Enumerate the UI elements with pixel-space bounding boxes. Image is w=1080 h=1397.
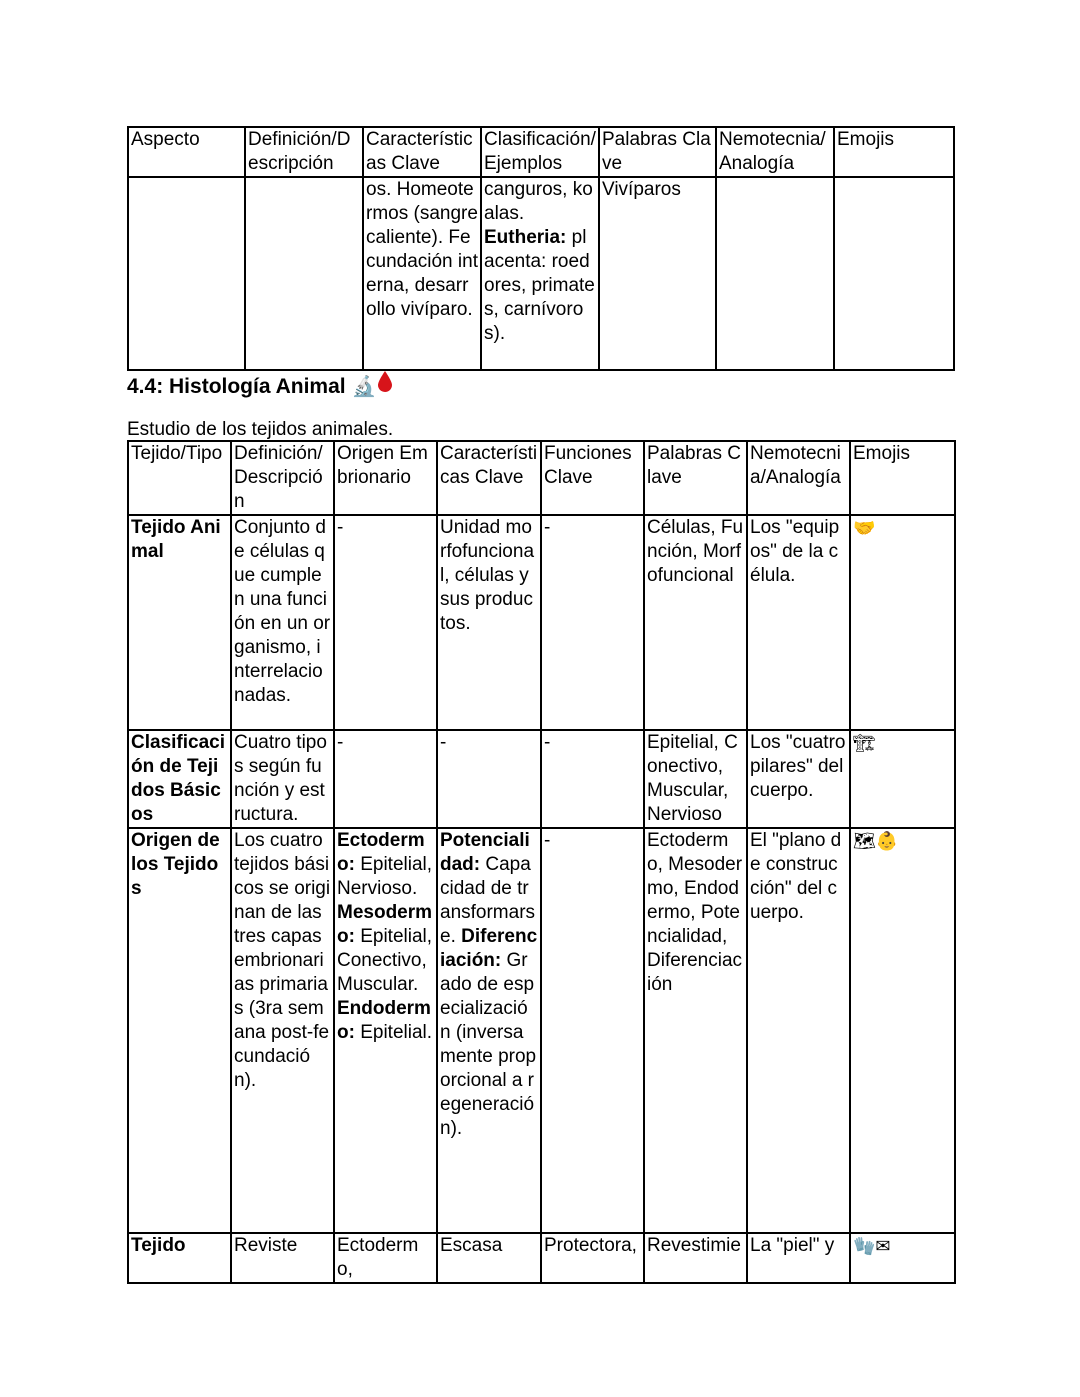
cell-origen: -	[334, 730, 437, 828]
cell-palabras-clave: Vivíparos	[599, 177, 716, 370]
construction-crane-icon: 🏗	[853, 733, 876, 753]
cell-clasificacion	[481, 177, 599, 370]
header-emojis: Emojis	[850, 441, 955, 515]
table-header-row	[128, 127, 954, 177]
cell-emojis	[850, 828, 955, 1233]
table-row	[128, 1233, 955, 1283]
clasificacion-label-eutheria: Eutheria:	[484, 227, 567, 248]
clasificacion-text-post: placenta: roedores, primates, carnívoros).	[484, 227, 595, 344]
header-tejido-tipo: Tejido/Tipo	[128, 441, 231, 515]
table-row	[128, 515, 955, 730]
cell-emojis	[850, 730, 955, 828]
section-title: 4.4: Histología Animal	[127, 375, 346, 398]
cell-emojis	[834, 177, 954, 370]
cell-nemotecnia: La "piel" y	[747, 1233, 850, 1283]
cell-tipo: Origen de los Tejidos	[128, 828, 231, 1233]
header-palabras-clave: Palabras Clave	[599, 127, 716, 177]
cell-origen	[334, 828, 437, 1233]
origen-label-ectodermo: Ectodermo:	[337, 830, 425, 875]
caracteristica-label-potencialidad: Potencialidad:	[440, 830, 530, 875]
cell-funciones: Protectora,	[541, 1233, 644, 1283]
cell-definicion	[245, 177, 363, 370]
cell-nemotecnia: El "plano de construcción" del cuerpo.	[747, 828, 850, 1233]
table-histologia-animal	[127, 440, 956, 1284]
origen-label-endodermo: Endodermo:	[337, 998, 431, 1043]
cell-emojis	[850, 515, 955, 730]
envelope-icon: ✉	[875, 1236, 891, 1256]
cell-nemotecnia: Los "cuatro pilares" del cuerpo.	[747, 730, 850, 828]
cell-definicion: Los cuatro tejidos básicos se originan de las tres capas embrionarias primarias (3ra semana post-fecundación).	[231, 828, 334, 1233]
header-definicion: Definición/Descripción	[231, 441, 334, 515]
gloves-icon: 🧤	[853, 1236, 876, 1256]
caracteristica-text-diferenciacion: Grado de especialización (inversamente proporcional a regeneración).	[440, 950, 537, 1139]
header-definicion: Definición/Descripción	[245, 127, 363, 177]
cell-tipo: Tejido Animal	[128, 515, 231, 730]
table-row	[128, 828, 955, 1233]
cell-caracteristicas: -	[437, 730, 541, 828]
header-nemotecnia: Nemotecnia/Analogía	[716, 127, 834, 177]
origen-text-mesodermo: Epitelial, Conectivo, Muscular.	[337, 926, 433, 995]
cell-funciones: -	[541, 828, 644, 1233]
header-aspecto: Aspecto	[128, 127, 245, 177]
cell-caracteristicas: Escasa	[437, 1233, 541, 1283]
header-caracteristicas: Características Clave	[363, 127, 481, 177]
header-nemotecnia: Nemotecnia/Analogía	[747, 441, 850, 515]
caracteristica-text-potencialidad: Capacidad de transformarse.	[440, 854, 536, 947]
table-row	[128, 177, 954, 370]
table-header-row	[128, 441, 955, 515]
cell-caracteristicas: os. Homeotermos (sangre caliente). Fecundación interna, desarrollo vivíparo.	[363, 177, 481, 370]
cell-origen: Ectodermo,	[334, 1233, 437, 1283]
header-palabras-clave: Palabras Clave	[644, 441, 747, 515]
cell-funciones: -	[541, 515, 644, 730]
cell-caracteristicas: Unidad morfofuncional, células y sus productos.	[437, 515, 541, 730]
cell-definicion: Cuatro tipos según función y estructura.	[231, 730, 334, 828]
handshake-icon: 🤝	[853, 518, 876, 538]
header-clasificacion: Clasificación/Ejemplos	[481, 127, 599, 177]
cell-definicion: Conjunto de células que cumplen una función en un organismo, interrelacionadas.	[231, 515, 334, 730]
section-intro: Estudio de los tejidos animales.	[127, 419, 394, 440]
cell-nemotecnia: Los "equipos" de la célula.	[747, 515, 850, 730]
drop-of-blood-icon	[376, 375, 394, 398]
cell-funciones: -	[541, 730, 644, 828]
origen-text-ectodermo: Epitelial, Nervioso.	[337, 854, 433, 899]
section-heading	[127, 369, 394, 401]
world-map-icon: 🗺	[853, 831, 876, 851]
cell-palabras-clave: Revestimie	[644, 1233, 747, 1283]
cell-caracteristicas	[437, 828, 541, 1233]
origen-label-mesodermo: Mesodermo:	[337, 902, 433, 947]
cell-tipo: Tejido	[128, 1233, 231, 1283]
header-emojis: Emojis	[834, 127, 954, 177]
caracteristica-label-diferenciacion: Diferenciación:	[440, 926, 538, 971]
header-funciones: Funciones Clave	[541, 441, 644, 515]
baby-icon: 👶	[875, 831, 899, 851]
cell-nemotecnia	[716, 177, 834, 370]
cell-palabras-clave: Epitelial, Conectivo, Muscular, Nervioso	[644, 730, 747, 828]
microscope-icon: 🔬	[351, 376, 377, 398]
table-row	[128, 730, 955, 828]
cell-tipo: Clasificación de Tejidos Básicos	[128, 730, 231, 828]
cell-palabras-clave: Células, Función, Morfofuncional	[644, 515, 747, 730]
cell-origen: -	[334, 515, 437, 730]
clasificacion-text-pre: canguros, koalas.	[484, 179, 593, 224]
cell-palabras-clave: Ectodermo, Mesodermo, Endodermo, Potencialidad, Diferenciación	[644, 828, 747, 1233]
header-caracteristicas: Características Clave	[437, 441, 541, 515]
header-origen: Origen Embrionario	[334, 441, 437, 515]
cell-definicion: Reviste	[231, 1233, 334, 1283]
table-caracteristicas-mamiferos	[127, 126, 955, 371]
cell-emojis	[850, 1233, 955, 1283]
cell-aspecto	[128, 177, 245, 370]
origen-text-endodermo: Epitelial.	[354, 1022, 433, 1043]
